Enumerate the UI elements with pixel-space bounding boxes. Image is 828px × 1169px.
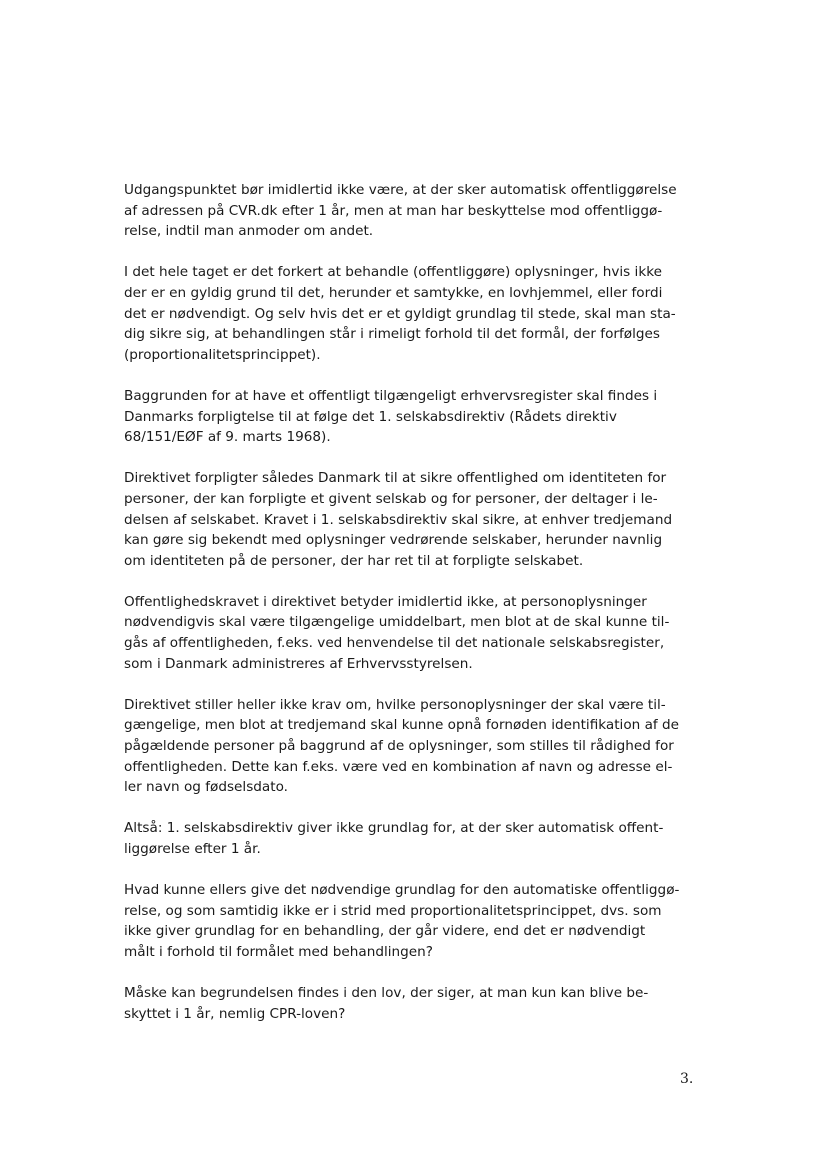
paragraph bbox=[124, 880, 706, 962]
text-line: ler navn og fødselsdato. bbox=[124, 779, 288, 796]
text-line: Direktivet forpligter således Danmark til at sikre offentlighed om identiteten for bbox=[124, 470, 667, 487]
text-line: Offentlighedskravet i direktivet betyder imidlertid ikke, at personoplysninger bbox=[124, 593, 647, 610]
text-line: kan gøre sig bekendt med oplysninger vedrørende selskaber, herunder navnlig bbox=[124, 532, 663, 549]
text-line: Måske kan begrundelsen findes i den lov, der siger, at man kun kan blive be- bbox=[124, 985, 649, 1002]
text-line: Direktivet stiller heller ikke krav om, hvilke personoplysninger der skal være til- bbox=[124, 696, 666, 713]
text-line: det er nødvendigt. Og selv hvis det er et gyldigt grundlag til stede, skal man sta- bbox=[124, 305, 676, 322]
text-line: relse, indtil man anmoder om andet. bbox=[124, 223, 374, 240]
text-line: Baggrunden for at have et offentligt tilgængeligt erhvervsregister skal findes i bbox=[124, 387, 658, 404]
text-line: offentligheden. Dette kan f.eks. være ved en kombination af navn og adresse el- bbox=[124, 758, 673, 775]
text-line: delsen af selskabet. Kravet i 1. selskabsdirektiv skal sikre, at enhver tredjemand bbox=[124, 511, 673, 528]
text-line: gås af offentligheden, f.eks. ved henvendelse til det nationale selskabsregister, bbox=[124, 635, 665, 652]
text-line: Altså: 1. selskabsdirektiv giver ikke grundlag for, at der sker automatisk offent- bbox=[124, 820, 664, 837]
text-line: pågældende personer på baggrund af de oplysninger, som stilles til rådighed for bbox=[124, 738, 674, 755]
text-line: 68/151/EØF af 9. marts 1968). bbox=[124, 429, 331, 446]
text-line: Danmarks forpligtelse til at følge det 1. selskabsdirektiv (Rådets direktiv bbox=[124, 408, 617, 425]
text-line: skyttet i 1 år, nemlig CPR-loven? bbox=[124, 1005, 346, 1022]
text-line: nødvendigvis skal være tilgængelige umiddelbart, men blot at de skal kunne til- bbox=[124, 614, 670, 631]
paragraph bbox=[124, 818, 706, 859]
text-line: som i Danmark administreres af Erhvervsstyrelsen. bbox=[124, 655, 473, 672]
body-text bbox=[124, 180, 706, 1045]
paragraph bbox=[124, 262, 706, 365]
paragraph bbox=[124, 695, 706, 798]
paragraph bbox=[124, 386, 706, 448]
text-line: personer, der kan forpligte et givent selskab og for personer, der deltager i le- bbox=[124, 490, 658, 507]
text-line: Hvad kunne ellers give det nødvendige grundlag for den automatiske offentliggø- bbox=[124, 882, 680, 899]
page-number: 3. bbox=[680, 1071, 694, 1087]
text-line: ikke giver grundlag for en behandling, der går videre, end det er nødvendigt bbox=[124, 923, 646, 940]
text-line: I det hele taget er det forkert at behandle (offentliggøre) oplysninger, hvis ikke bbox=[124, 264, 662, 281]
text-line: dig sikre sig, at behandlingen står i rimeligt forhold til det formål, der forfølges bbox=[124, 326, 660, 343]
paragraph bbox=[124, 592, 706, 674]
paragraph bbox=[124, 983, 706, 1024]
text-line: relse, og som samtidig ikke er i strid med proportionalitetsprincippet, dvs. som bbox=[124, 902, 662, 919]
text-line: om identiteten på de personer, der har ret til at forpligte selskabet. bbox=[124, 552, 584, 569]
text-line: der er en gyldig grund til det, herunder et samtykke, en lovhjemmel, eller fordi bbox=[124, 284, 663, 301]
text-line: (proportionalitetsprincippet). bbox=[124, 346, 321, 363]
text-line: Udgangspunktet bør imidlertid ikke være, at der sker automatisk offentliggørelse bbox=[124, 182, 677, 198]
paragraph bbox=[124, 468, 706, 571]
text-line: målt i forhold til formålet med behandlingen? bbox=[124, 943, 433, 960]
text-line: gængelige, men blot at tredjemand skal kunne opnå fornøden identifikation af de bbox=[124, 717, 680, 734]
paragraph bbox=[124, 180, 706, 242]
text-line: af adressen på CVR.dk efter 1 år, men at man har beskyttelse mod offentliggø- bbox=[124, 202, 663, 219]
text-line: liggørelse efter 1 år. bbox=[124, 841, 261, 857]
